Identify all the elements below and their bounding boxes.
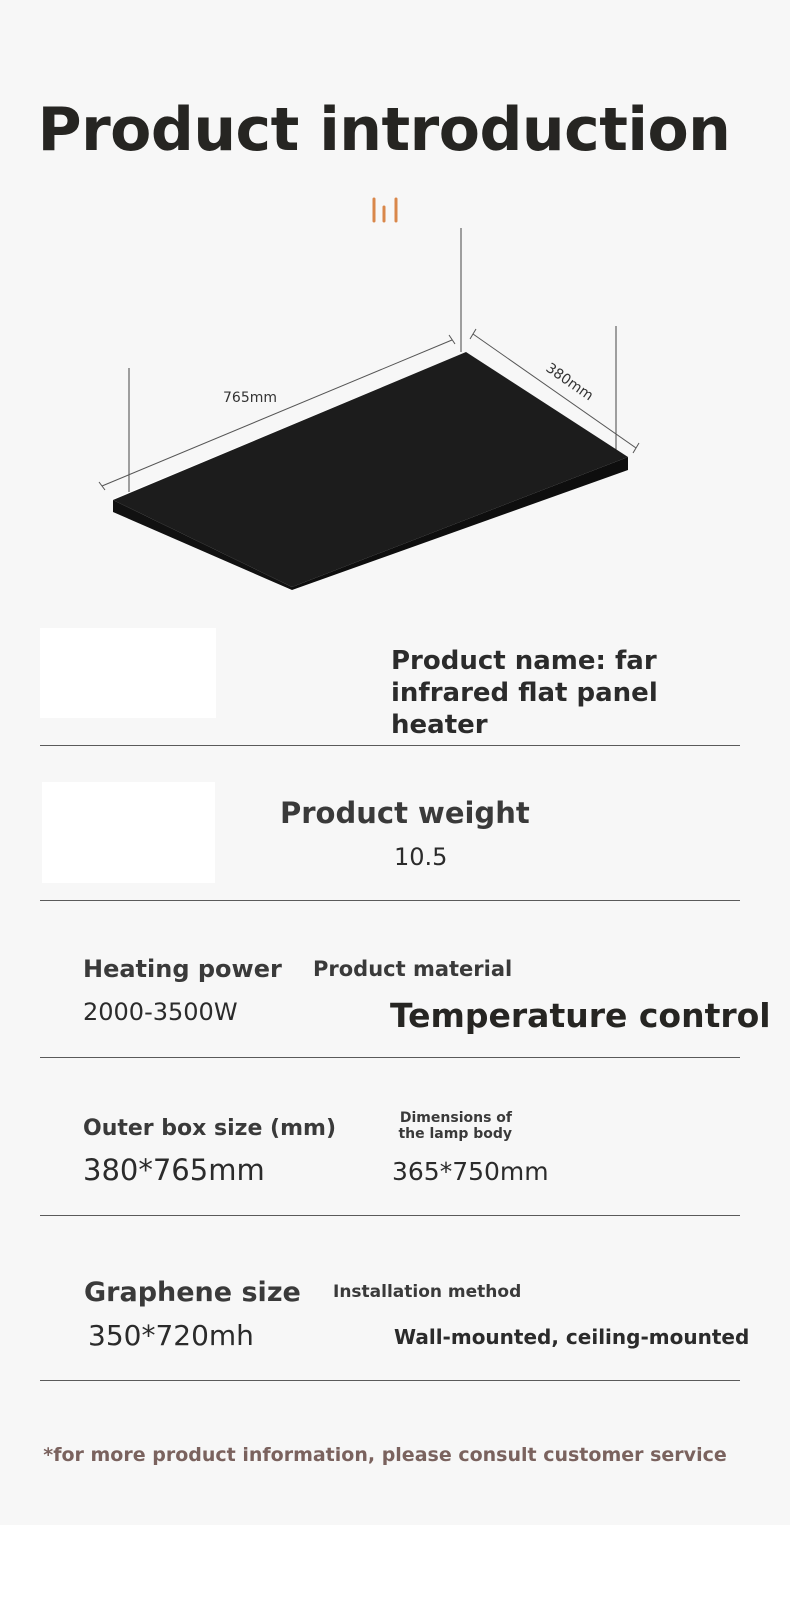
material-value: Temperature control: [390, 996, 771, 1035]
footer-note: *for more product information, please consult customer service: [43, 1444, 727, 1466]
heat-wave-icon: [370, 193, 402, 225]
heating-power-label: Heating power: [83, 955, 282, 983]
outer-box-value: 380*765mm: [83, 1153, 265, 1187]
page-title: Product introduction: [37, 95, 731, 165]
image-placeholder: [42, 782, 215, 883]
divider: [40, 1057, 740, 1058]
lamp-body-value: 365*750mm: [392, 1157, 549, 1186]
heating-power-value: 2000-3500W: [83, 998, 238, 1026]
heater-panel-diagram: [90, 222, 660, 602]
graphene-size-label: Graphene size: [84, 1277, 301, 1308]
width-label: 380mm: [542, 360, 597, 405]
material-label: Product material: [313, 957, 513, 981]
product-name: Product name: far infrared flat panel heater: [391, 646, 658, 740]
installation-label: Installation method: [333, 1282, 522, 1302]
outer-box-label: Outer box size (mm): [83, 1116, 336, 1141]
divider: [40, 745, 740, 746]
weight-label: Product weight: [280, 796, 530, 830]
installation-value: Wall-mounted, ceiling-mounted: [394, 1325, 750, 1349]
graphene-size-value: 350*720mh: [88, 1319, 254, 1352]
lamp-body-label: Dimensions of the lamp body: [398, 1110, 512, 1142]
bottom-band: [0, 1525, 790, 1597]
divider: [40, 1215, 740, 1216]
heater-panel: [113, 352, 628, 587]
divider: [40, 1380, 740, 1381]
image-placeholder: [40, 628, 216, 718]
divider: [40, 900, 740, 901]
length-label: 765mm: [223, 390, 277, 406]
weight-value: 10.5: [394, 843, 448, 871]
